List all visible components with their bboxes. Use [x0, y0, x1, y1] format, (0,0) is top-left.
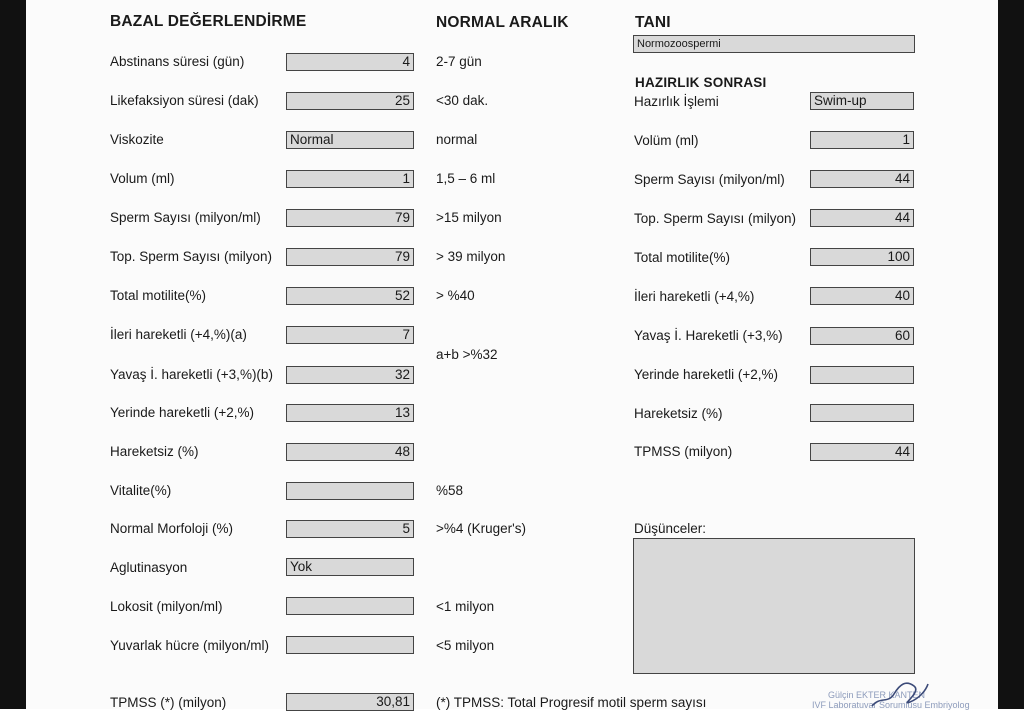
range-text: >15 milyon [436, 210, 502, 225]
post-tpmss-field: 44 [810, 443, 914, 461]
range-text: <30 dak. [436, 93, 489, 108]
stamp-title: IVF Laboratuvar Sorumlusu Embriyolog [812, 700, 970, 710]
range-text: normal [436, 132, 478, 147]
round-cell-field [286, 636, 414, 654]
range-text: <1 milyon [436, 599, 495, 614]
viscosity-field: Normal [286, 131, 414, 149]
notes-box [633, 538, 915, 674]
baseline-label: Yerinde hareketli (+2,%) [110, 405, 254, 420]
prep-method-field: Swim-up [810, 92, 914, 110]
post-immotile-field [810, 404, 914, 422]
right-border [998, 0, 1024, 709]
post-label: Volüm (ml) [634, 133, 699, 148]
baseline-label: Volum (ml) [110, 171, 175, 186]
abstinence-field: 4 [286, 53, 414, 71]
baseline-label: Total motilite(%) [110, 288, 207, 303]
sperm-count-field: 79 [286, 209, 414, 227]
post-label: Total motilite(%) [634, 250, 731, 265]
agglutination-field: Yok [286, 558, 414, 576]
left-border [0, 0, 26, 709]
post-progressive-field: 40 [810, 287, 914, 305]
baseline-label: Abstinans süresi (gün) [110, 54, 245, 69]
diagnosis-heading: TANI [635, 14, 671, 31]
baseline-heading: BAZAL DEĞERLENDİRME [110, 13, 307, 30]
baseline-label: Lokosit (milyon/ml) [110, 599, 223, 614]
baseline-label: Yuvarlak hücre (milyon/ml) [110, 638, 270, 653]
stamp-name: Gülçin EKTER KANTEN [828, 690, 926, 700]
signature-icon [870, 676, 930, 709]
baseline-label: Sperm Sayısı (milyon/ml) [110, 210, 261, 225]
volume-field: 1 [286, 170, 414, 188]
post-label: TPMSS (milyon) [634, 444, 733, 459]
baseline-label: İleri hareketli (+4,%)(a) [110, 327, 247, 342]
leukocyte-field [286, 597, 414, 615]
vitality-field [286, 482, 414, 500]
total-sperm-count-field: 79 [286, 248, 414, 266]
range-text: 1,5 – 6 ml [436, 171, 496, 186]
morphology-field: 5 [286, 520, 414, 538]
baseline-label: TPMSS (*) (milyon) [110, 695, 227, 710]
range-text: %58 [436, 483, 464, 498]
diagnosis-field: Normozoospermi [633, 35, 915, 53]
post-label: Hareketsiz (%) [634, 406, 723, 421]
tpmss-field: 30,81 [286, 693, 414, 711]
baseline-label: Hareketsiz (%) [110, 444, 199, 459]
non-progressive-field: 13 [286, 404, 414, 422]
liquefaction-field: 25 [286, 92, 414, 110]
total-motility-field: 52 [286, 287, 414, 305]
baseline-label: Top. Sperm Sayısı (milyon) [110, 249, 273, 264]
immotile-field: 48 [286, 443, 414, 461]
range-text: > 39 milyon [436, 249, 506, 264]
baseline-label: Viskozite [110, 132, 164, 147]
baseline-label: Yavaş İ. hareketli (+3,%)(b) [110, 367, 273, 382]
normal-range-heading: NORMAL ARALIK [436, 14, 569, 31]
range-text: >%4 (Kruger's) [436, 521, 526, 536]
slow-progressive-field: 32 [286, 366, 414, 384]
range-text: > %40 [436, 288, 475, 303]
range-text: <5 milyon [436, 638, 495, 653]
baseline-label: Normal Morfoloji (%) [110, 521, 234, 536]
post-non-progressive-field [810, 366, 914, 384]
post-prep-heading: HAZIRLIK SONRASI [635, 75, 767, 90]
baseline-label: Vitalite(%) [110, 483, 172, 498]
post-label: İleri hareketli (+4,%) [634, 289, 755, 304]
post-label: Sperm Sayısı (milyon/ml) [634, 172, 785, 187]
post-total-sperm-field: 44 [810, 209, 914, 227]
post-slow-progressive-field: 60 [810, 327, 914, 345]
post-total-motility-field: 100 [810, 248, 914, 266]
notes-label: Düşünceler: [634, 521, 707, 536]
post-volume-field: 1 [810, 131, 914, 149]
baseline-label: Aglutinasyon [110, 560, 188, 575]
baseline-label: Likefaksiyon süresi (dak) [110, 93, 259, 108]
post-label: Top. Sperm Sayısı (milyon) [634, 211, 797, 226]
post-label: Yerinde hareketli (+2,%) [634, 367, 778, 382]
range-text: 2-7 gün [436, 54, 482, 69]
ab-range-text: a+b >%32 [436, 347, 498, 362]
post-label: Yavaş İ. Hareketli (+3,%) [634, 328, 783, 343]
post-label: Hazırlık İşlemi [634, 94, 719, 109]
progressive-motility-field: 7 [286, 326, 414, 344]
tpmss-footnote: (*) TPMSS: Total Progresif motil sperm sayısı [436, 695, 707, 710]
post-sperm-count-field: 44 [810, 170, 914, 188]
